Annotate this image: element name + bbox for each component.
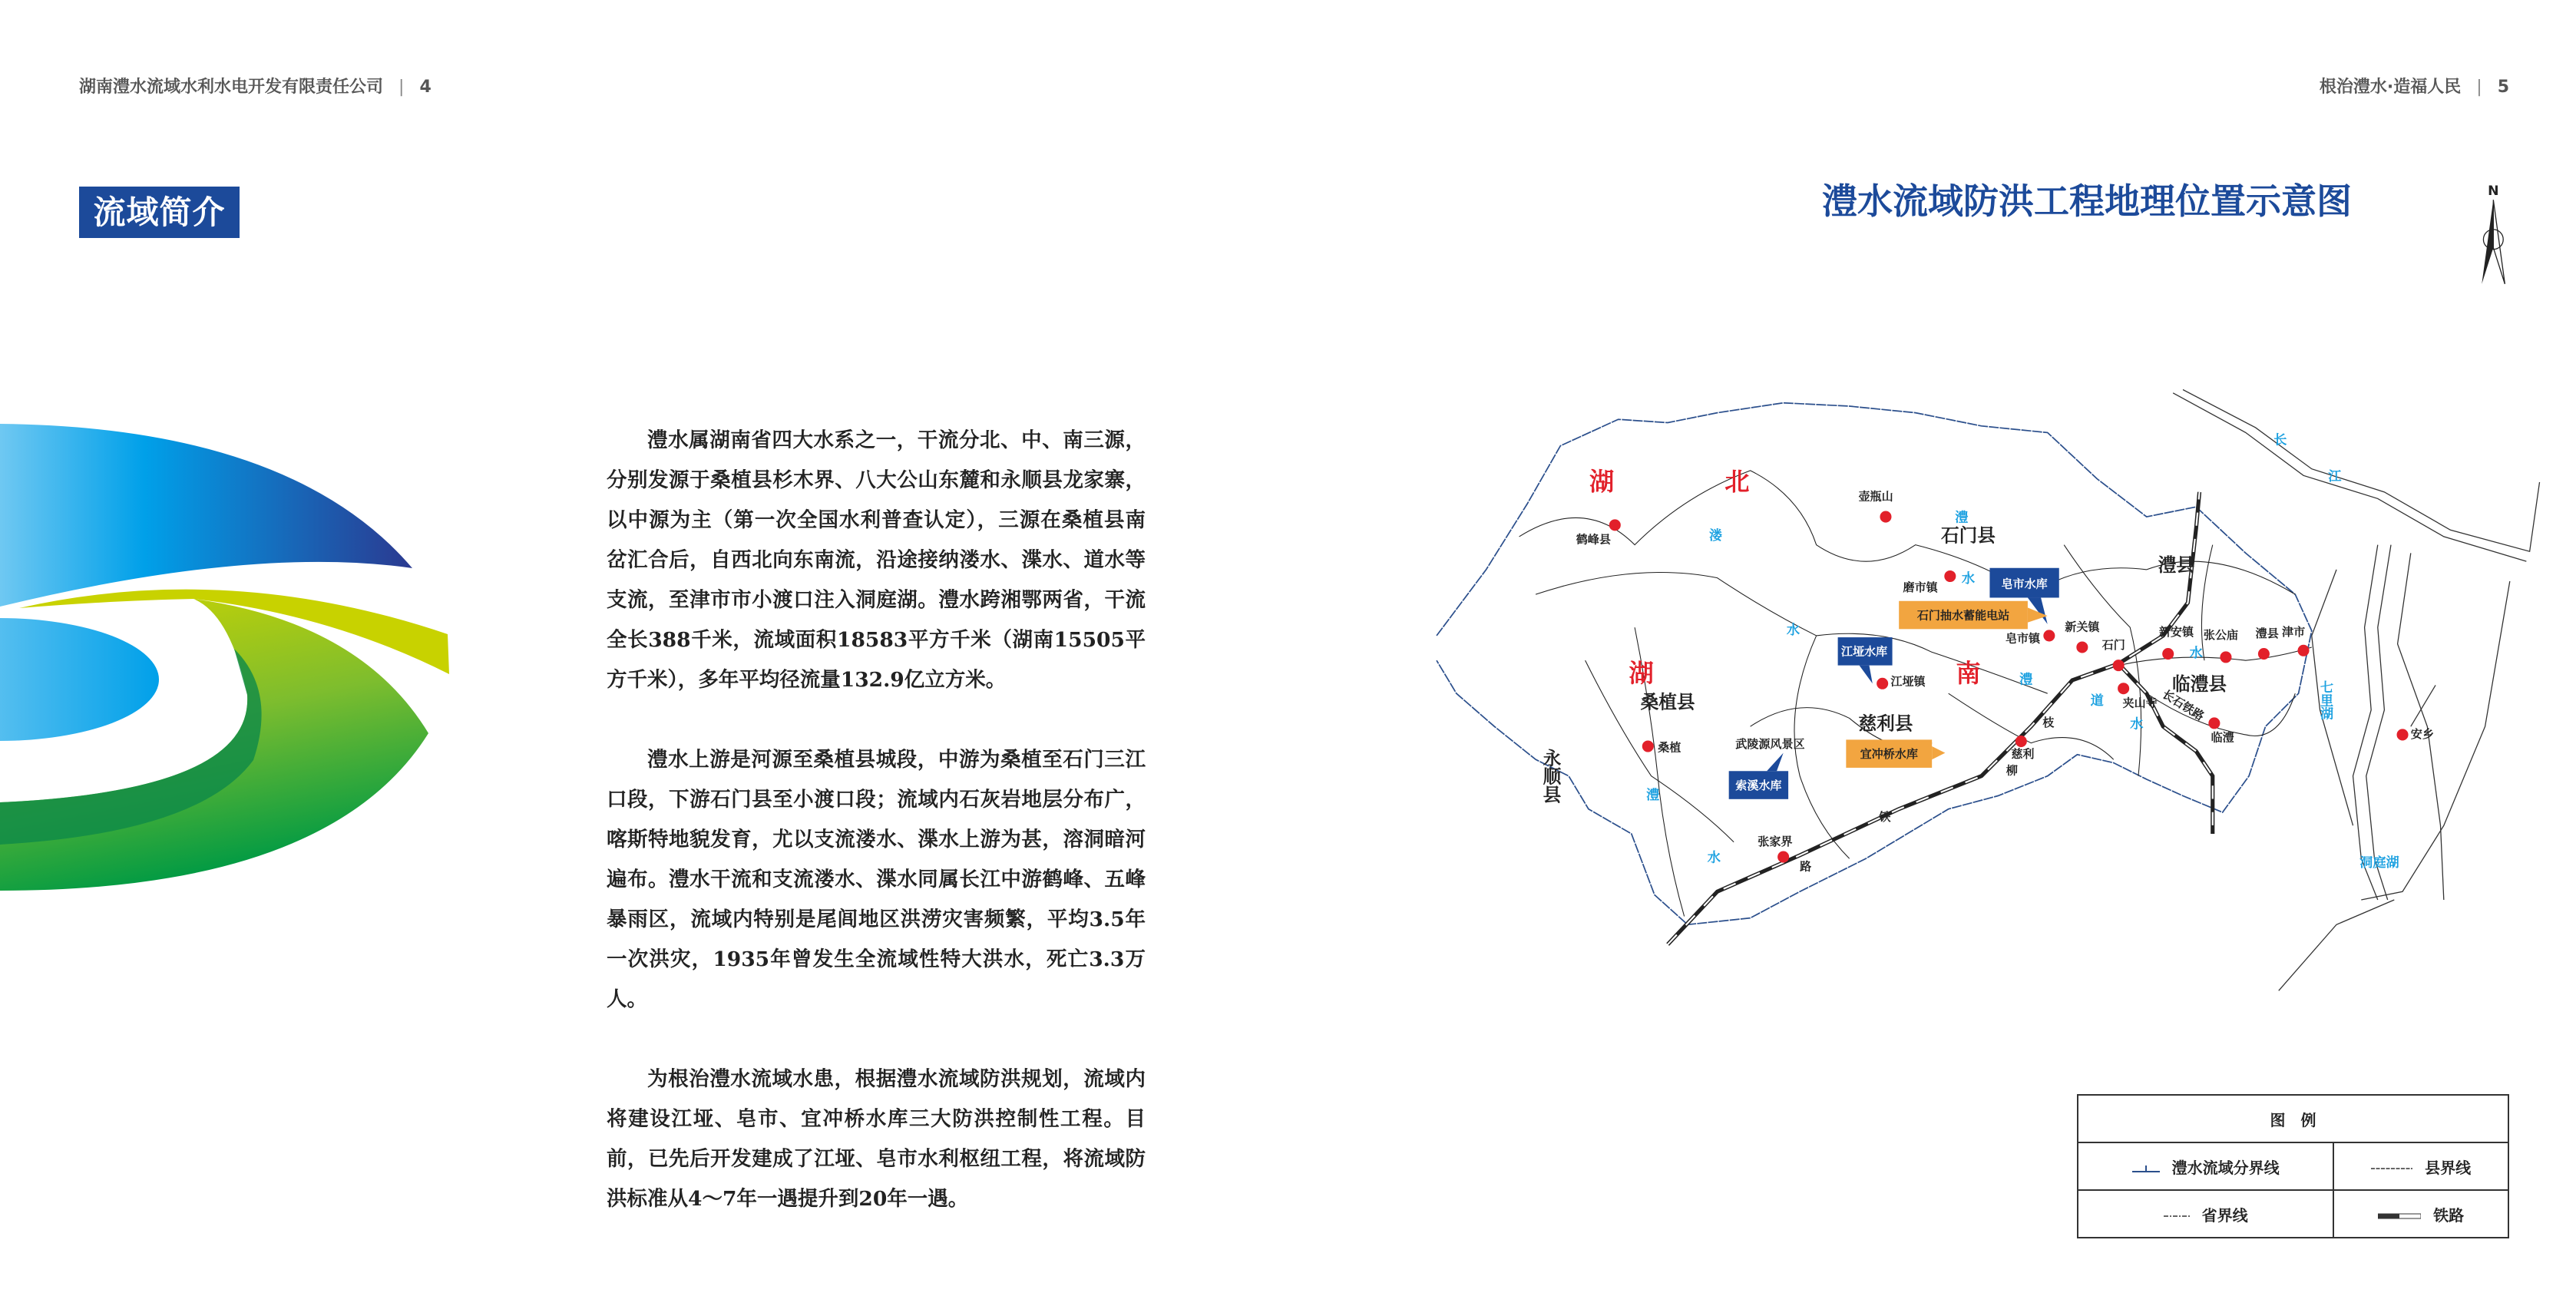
company-name: 湖南澧水流域水利水电开发有限责任公司 (79, 78, 384, 97)
watershed-boundary-symbol-icon (2132, 1164, 2160, 1173)
river-label: 长 (2273, 432, 2287, 448)
north-arrow-icon (2482, 184, 2505, 284)
railway-label: 柳 (2006, 763, 2018, 778)
place-label: 慈利 (2011, 747, 2035, 762)
reservoir-callout-suoxi (1729, 753, 1788, 799)
svg-text:索溪水库: 索溪水库 (1735, 778, 1782, 792)
county-label: 石门县 (1941, 524, 1996, 547)
svg-text:N: N (2488, 183, 2499, 199)
railway-label: 长石铁路 (2160, 687, 2207, 724)
page-number-right: 5 (2497, 78, 2509, 97)
county-label: 慈利县 (1858, 713, 1913, 735)
river-label: 水 (1786, 622, 1801, 638)
place-label: 临澧 (2211, 730, 2234, 745)
project-callout-yichongqiao (1846, 739, 1945, 768)
place-label: 津市 (2282, 624, 2306, 639)
county-boundary-symbol-icon (2371, 1166, 2412, 1171)
paragraph: 澧水上游是河源至桑植县城段，中游为桑植至石门三江口段，下游石门县至小渡口段；流域内石灰岩地层分布广，喀斯特地貌发育，尤以支流溇水、渫水上游为甚，溶洞暗河遍布。澧水干流和支流溇水、渫水同属长江中游鹤峰、五峰暴雨区，流域内特别是尾闾地区洪涝灾害频繁，平均3.5年一次洪灾，1935年曾发生全流域性特大洪水，死亡3.3万人。 (607, 748, 1146, 1011)
province-boundary-symbol-icon (2164, 1214, 2190, 1218)
svg-text:石门抽水蓄能电站: 石门抽水蓄能电站 (1916, 608, 2010, 623)
province-label: 湖 (1629, 659, 1654, 689)
province-label: 南 (1956, 659, 1981, 689)
river-label: 澧 (1955, 510, 1969, 526)
county-label: 桑植县 (1640, 691, 1695, 713)
river-label: 道 (2090, 693, 2104, 709)
river-label: 澧 (2019, 672, 2033, 688)
river-label: 水 (1707, 850, 1721, 866)
legend-title: 图 例 (2078, 1095, 2508, 1142)
river-label: 水 (1961, 571, 1976, 587)
province-label: 北 (1724, 467, 1750, 497)
place-label: 石门 (2101, 638, 2125, 653)
place-label: 安乡 (2410, 727, 2434, 742)
legend-item: 澧水流域分界线 (2171, 1158, 2280, 1177)
place-label: 新安镇 (2158, 624, 2194, 639)
svg-text:皂市水库: 皂市水库 (2001, 577, 2048, 591)
river-label: 七里湖 (2316, 679, 2333, 720)
river-label: 水 (2189, 645, 2203, 661)
railway-symbol-icon (2378, 1213, 2421, 1219)
place-label: 张公庙 (2203, 628, 2239, 643)
province-label: 湖 (1589, 467, 1615, 497)
section-title: 流域简介 (79, 187, 240, 238)
legend-item: 铁路 (2433, 1205, 2465, 1225)
county-label: 临澧县 (2172, 673, 2227, 695)
header-separator: | (398, 78, 405, 97)
page-number-left: 4 (419, 78, 432, 97)
railway-label: 铁 (1879, 809, 1891, 824)
yangtze-river-lines (2173, 390, 2539, 991)
place-label: 桑植 (1658, 740, 1682, 755)
place-label: 磨市镇 (1903, 580, 1938, 594)
reservoir-callout-jiangya (1838, 637, 1893, 683)
place-label: 江垭镇 (1890, 674, 1926, 689)
place-label: 鹤峰县 (1576, 532, 1611, 547)
header-separator: | (2476, 78, 2482, 97)
river-label: 溇 (1708, 528, 1723, 544)
paragraph: 澧水属湖南省四大水系之一，干流分北、中、南三源，分别发源于桑植县杉木界、八大公山东麓和永顺县龙家寨，以中源为主（第一次全国水利普查认定），三源在桑植县南岔汇合后，自西北向东南流，沿途接纳溇水、渫水、道水等支流，至津市市小渡口注入洞庭湖。澧水跨湘鄂两省，干流全长388千米，流域面积18583平方千米（湖南15505平方千米），多年平均径流量132.9亿立方米。 (607, 428, 1146, 692)
slogan: 根治澧水·造福人民 (2319, 78, 2462, 97)
town-markers (1609, 511, 2409, 863)
place-label: 壶瓶山 (1858, 489, 1893, 504)
svg-text:宜冲桥水库: 宜冲桥水库 (1860, 747, 1918, 762)
project-callout-pumped-storage (1899, 601, 2048, 630)
place-label: 新关镇 (2065, 620, 2100, 634)
place-label: 张家界 (1758, 835, 1793, 849)
place-label: 澧县 (2255, 627, 2279, 641)
lake-label: 洞庭湖 (2359, 855, 2399, 871)
railway-label: 枝 (2042, 716, 2055, 730)
county-label: 澧县 (2158, 554, 2195, 577)
place-label: 夹山寺 (2122, 696, 2158, 710)
county-label: 永顺县 (1539, 749, 1562, 804)
paragraph: 为根治澧水流域水患，根据澧水流域防洪规划，流域内将建设江垭、皂市、宜冲桥水库三大防洪控制性工程。目前，已先后开发建成了江垭、皂市水利枢纽工程，将流域防洪标准从4～7年一遇提升到20年一遇。 (607, 1067, 1146, 1211)
river-label: 澧 (1646, 787, 1660, 803)
legend-item: 省界线 (2201, 1205, 2248, 1225)
svg-text:江垭水库: 江垭水库 (1840, 644, 1888, 659)
river-label: 水 (2130, 716, 2144, 732)
river-label: 江 (2328, 468, 2342, 484)
place-label: 武陵源风景区 (1735, 737, 1805, 752)
legend-item: 县界线 (2425, 1158, 2472, 1177)
railway-label: 路 (1800, 859, 1812, 874)
map-title: 澧水流域防洪工程地理位置示意图 (1822, 180, 2352, 222)
map-legend (2077, 1094, 2509, 1238)
place-label: 皂市镇 (2005, 631, 2041, 646)
